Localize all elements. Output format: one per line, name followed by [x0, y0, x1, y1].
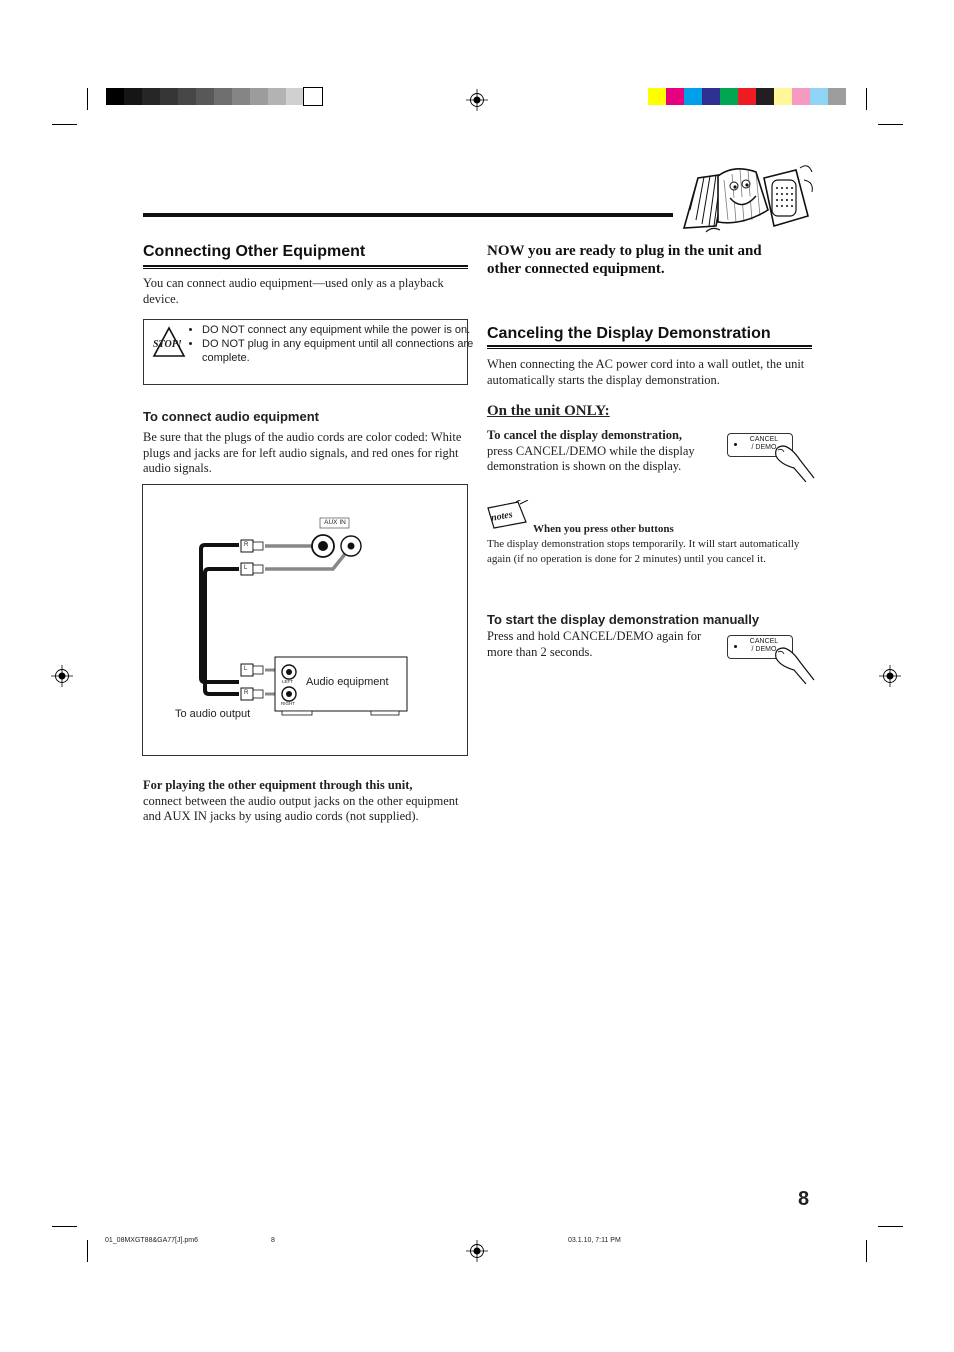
- gray-swatch: [142, 88, 160, 105]
- page-number: 8: [798, 1188, 810, 1210]
- gray-swatch: [196, 88, 214, 105]
- stop-label: STOP!: [153, 339, 182, 350]
- color-swatch: [828, 88, 846, 105]
- section-rule: [143, 265, 468, 267]
- connecting-intro: You can connect audio equipment—used only as a playback device.: [143, 276, 444, 306]
- notes-label: notes: [490, 509, 514, 524]
- color-swatch: [702, 88, 720, 105]
- registration-target-icon: [51, 665, 73, 687]
- registration-target-icon: [879, 665, 901, 687]
- pressing-finger-icon: [770, 438, 816, 482]
- demo-label: / DEMO: [751, 645, 777, 653]
- color-swatch: [810, 88, 828, 105]
- ready-headline: NOW you are ready to plug in the unit and other connected equipment.: [487, 243, 762, 277]
- crop-mark: [52, 1226, 77, 1227]
- footer-date: 03.1.10, 7:11 PM: [568, 1237, 621, 1244]
- color-swatch: [648, 88, 666, 105]
- crop-mark: [866, 88, 867, 110]
- bottom-note-body: connect between the audio output jacks on the other equipment and AUX IN jacks by using audio cords (not supplied).: [143, 793, 459, 823]
- unit-only-heading: On the unit ONLY:: [487, 403, 610, 419]
- aux-in-label: AUX IN: [324, 519, 346, 526]
- plug-l-label: L: [244, 666, 248, 672]
- warning-item: • DO NOT connect any equipment while the power is on.: [202, 323, 482, 337]
- section-rule: [487, 345, 812, 347]
- gray-swatch: [178, 88, 196, 105]
- gray-swatch: [160, 88, 178, 105]
- gray-swatch: [286, 88, 304, 105]
- crop-mark: [878, 124, 903, 125]
- cancel-instruction-bold: To cancel the display demonstration,: [487, 428, 683, 442]
- color-swatch: [756, 88, 774, 105]
- section-rule-thin: [487, 348, 812, 349]
- plug-r-label: R: [244, 542, 249, 548]
- gray-swatch: [124, 88, 142, 105]
- gray-swatch: [106, 88, 124, 105]
- connect-audio-body: Be sure that the plugs of the audio cords are color coded: White plugs and jacks are for left audio signals, and red ones for right audio signals.: [143, 430, 462, 475]
- warning-item: • DO NOT plug in any equipment until all connections are complete.: [202, 337, 482, 365]
- color-swatch: [738, 88, 756, 105]
- cancel-instruction: [487, 428, 715, 475]
- color-swatch: [792, 88, 810, 105]
- crop-mark: [52, 124, 77, 125]
- gray-swatch: [232, 88, 250, 105]
- cancel-instruction-body: press CANCEL/DEMO while the display demonstration is shown on the display.: [487, 443, 695, 473]
- plug-l-label: L: [244, 565, 248, 571]
- audio-equipment-label: Audio equipment: [306, 676, 389, 688]
- footer-file: 01_08MXGT88&GA77[J].pm6: [105, 1237, 198, 1244]
- gray-swatch: [268, 88, 286, 105]
- to-audio-output-label: To audio output: [175, 708, 251, 720]
- gray-swatch: [214, 88, 232, 105]
- gray-swatch: [250, 88, 268, 105]
- warning-list: [184, 323, 482, 366]
- registration-target-icon: [466, 89, 488, 111]
- color-swatch: [774, 88, 792, 105]
- jack-right-label: RIGHT: [281, 701, 295, 706]
- cancel-label: CANCEL: [749, 638, 779, 645]
- warning-box: [143, 319, 474, 385]
- notes-body: The display demonstration stops temporarily. It will start automatically again (if no operation is done for 2 minutes) until you cancel it.: [487, 538, 800, 565]
- color-swatch: [666, 88, 684, 105]
- header-rule: [143, 213, 673, 217]
- demo-label: / DEMO: [751, 443, 777, 451]
- canceling-intro: When connecting the AC power cord into a wall outlet, the unit automatically starts the display demonstration.: [487, 357, 805, 387]
- button-dot: [734, 443, 737, 446]
- crop-mark: [87, 1240, 88, 1262]
- crop-mark: [878, 1226, 903, 1227]
- jack-left-label: LEFT: [282, 679, 294, 684]
- section-title-connecting: Connecting Other Equipment: [143, 243, 366, 260]
- footer-page: 8: [271, 1237, 275, 1244]
- notes-title: When you press other buttons: [533, 523, 674, 535]
- bottom-note: [143, 778, 468, 825]
- registration-target-icon: [466, 1240, 488, 1262]
- section-rule-thin: [143, 268, 468, 269]
- cancel-label: CANCEL: [749, 436, 779, 443]
- manual-body: Press and hold CANCEL/DEMO again for more than 2 seconds.: [487, 629, 702, 659]
- color-swatch: [720, 88, 738, 105]
- bottom-note-bold: For playing the other equipment through this unit,: [143, 778, 413, 792]
- button-dot: [734, 645, 737, 648]
- crop-mark: [87, 88, 88, 110]
- color-swatch: [684, 88, 702, 105]
- gray-swatch: [304, 88, 322, 105]
- accordion-mascot-icon: [676, 160, 816, 236]
- pressing-finger-icon: [770, 640, 816, 684]
- subheading-manual: To start the display demonstration manually: [487, 612, 760, 627]
- connection-diagram: [142, 484, 468, 756]
- plug-r-label: R: [244, 690, 249, 696]
- section-title-canceling: Canceling the Display Demonstration: [487, 325, 771, 342]
- crop-mark: [866, 1240, 867, 1262]
- subheading-connect-audio: To connect audio equipment: [143, 409, 319, 424]
